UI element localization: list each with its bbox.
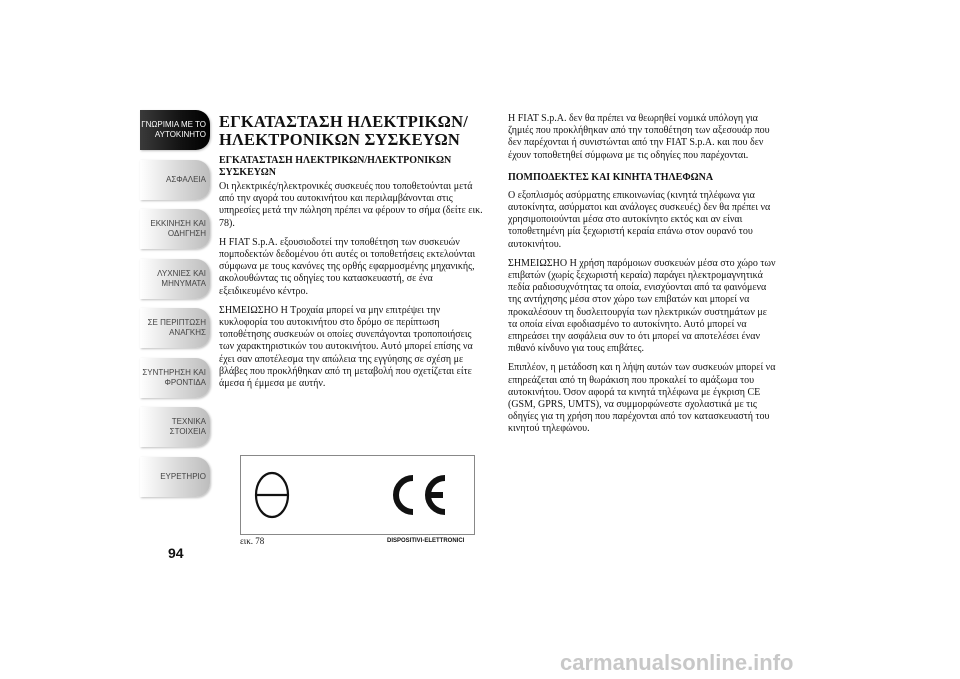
figure-78 [240,455,475,535]
tab-label: ΤΕΧΝΙΚΑ ΣΤΟΙΧΕΙΑ [169,417,206,436]
paragraph: Οι ηλεκτρικές/ηλεκτρονικές συσκευές που τοποθετούνται μετά από την αγορά του αυτοκινήτου και περιλαμβάνονται στις υπηρεσίες μετά την πώληση πρέπει να φέρουν το σήμα (δείτε εικ. 78). [219,181,483,229]
tab-label: ΣΥΝΤΗΡΗΣΗ ΚΑΙ ΦΡΟΝΤΙΔΑ [142,367,206,387]
tab-technical-data[interactable] [140,407,210,447]
tab-label: ΕΥΡΕΤΗΡΙΟ [160,471,206,481]
tab-label: ΕΚΚΙΝΗΣΗ ΚΑΙ ΟΔΗΓΗΣΗ [150,219,206,238]
chapter-tabs [140,110,210,506]
tab-label: ΓΝΩΡΙΜΙΑ ΜΕ ΤΟ ΑΥΤΟΚΙΝΗΤΟ [141,120,206,139]
tab-warning-lights[interactable] [140,259,210,299]
paragraph: Ο εξοπλισμός ασύρματης επικοινωνίας (κινητά τηλέφωνα για αυτοκίνητα, ασύρματοι και ανάλογες συσκευές) δεν θα πρέπει να χρησιμοποιούνται μέσα στο αυτοκίνητο εκτός και αν είναι τοποθετημένη μία ξεχωριστή κεραία επάνω στον ουρανό του αυτοκινήτου. [508,189,771,250]
paragraph: Η FIAT S.p.A. δεν θα πρέπει να θεωρηθεί νομικά υπόλογη για ζημιές που προκλήθηκαν από την τοποθέτηση των αξεσουάρ που δεν παρέχονται ή συνιστώνται από την FIAT S.p.A. και που δεν έχουν τοποθετηθεί σύμφωνα με τις οδηγίες που παρέχονται. [508,113,770,161]
tab-starting-driving[interactable] [140,209,210,249]
subsection-heading: ΠΟΜΠΟΔΕΚΤΕΣ ΚΑΙ ΚΙΝΗΤΑ ΤΗΛΕΦΩΝΑ [508,171,714,183]
tab-index[interactable] [140,457,210,497]
note-paragraph: ΣΗΜΕΙΩΣΗΟ Η Τροχαία μπορεί να μην επιτρέψει την κυκλοφορία του αυτοκινήτου στο δρόμο σε περίπτωση τοποθέτησης συσκευών οι οποίες συνεπάγονται τροποποιήσεις των χαρακτηριστικών του αυτοκινήτου. Αυτό μπορεί επίσης να έχει σαν αποτέλεσμα την απώλεια της εγγύησης σε σχέση με βλάβες που προκλήθηκαν από τη μεταβολή που σχετίζεται είτε άμεσα ή έμμεσα με αυτήν. [219,304,473,390]
right-column [508,113,776,443]
e-mark-icon [241,456,474,534]
ce-mark-icon [396,478,445,512]
paragraph: Επιπλέον, η μετάδοση και η λήψη αυτών των συσκευών μπορεί να επηρεάζεται από τη θωράκιση που προκαλεί το αμάξωμα του αυτοκινήτου. Όσον αφορά τα κινητά τηλέφωνα με έγκριση CE (GSM, GPRS, UMTS), να συμμορφώνεστε σχολαστικά με τις οδηγίες για τη χρήση που παρέχονται από τον κατασκευαστή του κινητού τηλεφώνου. [508,362,776,435]
paragraph: Η FIAT S.p.A. εξουσιοδοτεί την τοποθέτηση των συσκευών πομποδεκτών δεδομένου ότι αυτές οι τοποθετήσεις εκτελούνται σύμφωνα με τους κανόνες της ορθής εφαρμοσμένης μηχανικής, ακολουθώντας τις οδηγίες του κατασκευαστή, σε ένα εξειδικευμένο κέντρο. [219,236,476,297]
tab-emergency[interactable] [140,308,210,348]
subsection-heading: ΕΓΚΑΤΑΣΤΑΣΗ ΗΛΕΚΤΡΙΚΩΝ/ΗΛΕΚΤΡΟΝΙΚΩΝ ΣΥΣΚΕΥΩΝ [219,155,452,178]
watermark: carmanualsonline.info [560,650,794,675]
tab-safety[interactable] [140,160,210,200]
note-paragraph: ΣΗΜΕΙΩΣΗΟ Η χρήση παρόμοιων συσκευών μέσα στο χώρο των επιβατών (χωρίς ξεχωριστή κεραία) παράγει ηλεκτρομαγνητικά πεδία ραδιοσυχνότητας τα οποία, ενισχύονται από τα φαινόμενα της αντήχησης μέσα στον χώρο των επιβατών και μπορεί να προκαλέσουν τη δυσλειτουργία των ηλεκτρικών συστημάτων με τα οποία είναι εφοδιασμένο το αυτοκίνητο. Αυτό μπορεί να επηρεάσει την ασφάλεια συν το ότι μπορεί να αποτελέσει έναν πιθανό κίνδυνο για τους επιβάτες. [508,257,776,355]
tab-label: ΛΥΧΝΙΕΣ ΚΑΙ ΜΗΝΥΜΑΤΑ [157,268,206,288]
tab-maintenance[interactable] [140,358,210,398]
section-title: ΕΓΚΑΤΑΣΤΑΣΗ ΗΛΕΚΤΡΙΚΩΝ/ ΗΛΕΚΤΡΟΝΙΚΩΝ ΣΥΣΚΕΥΩΝ [219,112,468,149]
figure-code: DISPOSITIVI-ELETTRONICI [387,538,465,544]
figure-caption: εικ. 78 [240,536,265,546]
tab-getting-to-know-car[interactable] [140,110,210,150]
tab-label: ΑΣΦΑΛΕΙΑ [165,174,206,184]
e-mark-icon [256,473,288,517]
page-number: 94 [168,545,184,561]
tab-label: ΣΕ ΠΕΡΙΠΤΩΣΗ ΑΝΑΓΚΗΣ [147,318,206,337]
left-column [219,113,485,397]
